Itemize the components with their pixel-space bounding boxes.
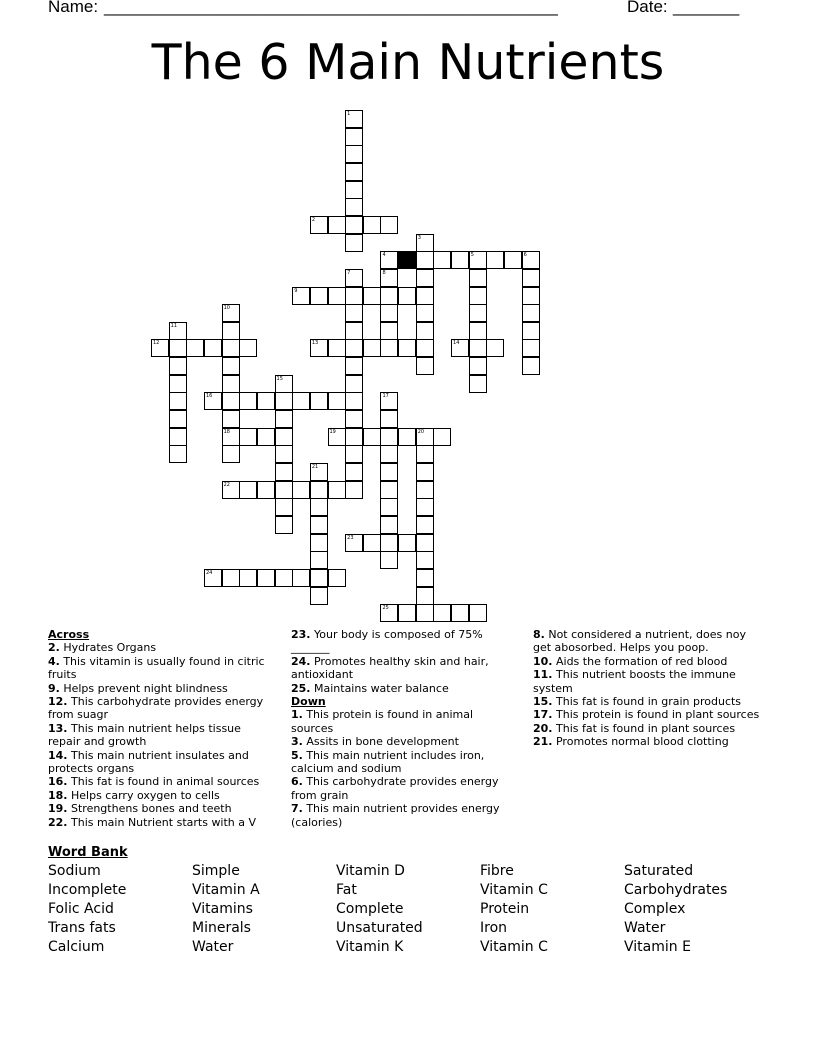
clue-number: 16	[205, 393, 213, 400]
crossword-cell[interactable]	[169, 410, 187, 428]
crossword-cell[interactable]	[186, 339, 204, 357]
crossword-cell[interactable]	[469, 375, 487, 393]
across-clue	[48, 789, 273, 802]
word-bank-item: Iron	[480, 920, 508, 936]
crossword-cell[interactable]	[292, 287, 310, 305]
crossword-cell[interactable]	[345, 304, 363, 322]
crossword-cell[interactable]	[522, 269, 540, 287]
clue-number: 14	[453, 340, 460, 347]
crossword-cell[interactable]	[310, 287, 328, 305]
across-clue	[48, 682, 273, 695]
crossword-cell[interactable]	[380, 498, 398, 516]
down-clue	[533, 708, 763, 721]
name-label: Name:	[48, 0, 99, 16]
word-bank-item: Fat	[336, 882, 357, 898]
clue-number: 24	[205, 569, 213, 576]
across-clue	[291, 682, 516, 695]
crossword-cell[interactable]	[169, 428, 187, 446]
clue-number: 10	[223, 305, 230, 312]
clue-number: 2.	[48, 641, 60, 655]
crossword-cell[interactable]	[345, 481, 363, 499]
crossword-cell[interactable]	[275, 481, 293, 499]
crossword-cell[interactable]	[345, 128, 363, 146]
crossword-cell[interactable]	[380, 392, 398, 410]
crossword-cell[interactable]	[416, 269, 434, 287]
across-clue	[48, 722, 273, 749]
across-clue	[48, 802, 273, 815]
crossword-cell[interactable]	[416, 357, 434, 375]
crossword-cell[interactable]	[380, 445, 398, 463]
clue-number: 8	[382, 269, 386, 276]
clue-text: This protein is found in animal sources	[291, 708, 474, 735]
crossword-cell[interactable]	[380, 251, 398, 269]
crossword-cell[interactable]	[310, 339, 328, 357]
clue-number: 21.	[533, 735, 553, 749]
crossword-cell[interactable]	[275, 392, 293, 410]
crossword-cell[interactable]	[345, 339, 363, 357]
clue-text: This main Nutrient starts with a V	[67, 815, 257, 829]
crossword-cell[interactable]	[310, 534, 328, 552]
crossword-cell[interactable]	[345, 357, 363, 375]
crossword-cell[interactable]	[380, 551, 398, 569]
clue-text: Strengthens bones and teeth	[67, 802, 232, 816]
clue-number: 5.	[291, 748, 303, 762]
crossword-cell[interactable]	[486, 339, 504, 357]
word-bank-item: Trans fats	[48, 920, 116, 936]
clue-text: Hydrates Organs	[59, 641, 157, 655]
crossword-cell[interactable]	[275, 375, 293, 393]
down-clue	[291, 749, 516, 776]
word-bank-title: Word Bank	[48, 845, 128, 860]
crossword-cell[interactable]	[204, 569, 222, 587]
crossword-cell[interactable]	[522, 339, 540, 357]
crossword-cell[interactable]	[310, 498, 328, 516]
word-bank-item: Carbohydrates	[624, 882, 728, 898]
date-label: Date:	[627, 0, 668, 16]
clue-number: 23.	[291, 628, 311, 641]
crossword-cell[interactable]	[380, 304, 398, 322]
crossword-cell[interactable]	[345, 181, 363, 199]
clue-number: 2	[311, 216, 316, 223]
clue-text: Helps prevent night blindness	[59, 681, 228, 695]
clue-number: 17	[382, 393, 389, 400]
clues-column-2	[291, 628, 516, 829]
clue-number: 10.	[533, 654, 553, 668]
down-clue	[533, 735, 763, 748]
word-bank-item: Vitamins	[192, 901, 253, 917]
across-clue	[48, 775, 273, 788]
clue-text: This fat is found in plant sources	[552, 721, 736, 735]
crossword-cell[interactable]	[345, 428, 363, 446]
crossword-cell[interactable]	[345, 145, 363, 163]
clue-number: 5	[470, 252, 474, 259]
crossword-cell[interactable]	[398, 428, 416, 446]
crossword-cell[interactable]	[469, 304, 487, 322]
crossword-cell[interactable]	[345, 392, 363, 410]
clue-text: This protein is found in plant sources	[552, 708, 760, 722]
crossword-cell[interactable]	[345, 163, 363, 181]
crossword-cell[interactable]	[310, 587, 328, 605]
crossword-cell[interactable]	[239, 569, 257, 587]
page-title: The 6 Main Nutrients	[151, 34, 665, 91]
crossword-cell[interactable]	[222, 428, 240, 446]
clue-number: 22.	[48, 815, 68, 829]
across-clue	[291, 628, 516, 655]
clue-number: 6	[523, 252, 527, 259]
clue-number: 1	[347, 111, 351, 117]
clue-number: 21	[311, 464, 319, 470]
crossword-cell[interactable]	[239, 339, 257, 357]
clue-section-heading: Across	[48, 628, 90, 641]
crossword-cell[interactable]	[363, 428, 381, 446]
down-clue	[533, 628, 763, 655]
crossword-cell[interactable]	[169, 375, 187, 393]
crossword-cell[interactable]	[292, 481, 310, 499]
crossword-cell[interactable]	[345, 287, 363, 305]
crossword-cell[interactable]	[310, 569, 328, 587]
crossword-cell[interactable]	[222, 322, 240, 340]
crossword-cell[interactable]	[504, 251, 522, 269]
crossword-cell[interactable]	[257, 569, 275, 587]
clue-number: 13	[311, 340, 319, 347]
clue-number: 22	[223, 481, 230, 488]
clue-number: 4	[382, 252, 386, 259]
clues-column-1	[48, 628, 273, 829]
crossword-cell[interactable]	[433, 428, 451, 446]
crossword-cell[interactable]	[451, 339, 469, 357]
clue-number: 3.	[291, 735, 303, 749]
clue-number: 6.	[291, 775, 303, 789]
crossword-cell[interactable]	[469, 322, 487, 340]
crossword-cell[interactable]	[239, 428, 257, 446]
crossword-cell[interactable]	[310, 551, 328, 569]
crossword-cell[interactable]	[380, 269, 398, 287]
clue-number: 1.	[291, 708, 303, 722]
crossword-cell[interactable]	[380, 339, 398, 357]
clue-number: 11	[170, 322, 178, 329]
down-clue	[291, 775, 516, 802]
crossword-cell[interactable]	[222, 445, 240, 463]
crossword-cell[interactable]	[204, 392, 222, 410]
crossword-cell[interactable]	[345, 269, 363, 287]
crossword-cell[interactable]	[151, 339, 169, 357]
crossword-cell[interactable]	[380, 410, 398, 428]
clue-text: Helps carry oxygen to cells	[67, 788, 220, 802]
crossword-cell[interactable]	[469, 357, 487, 375]
crossword-cell[interactable]	[522, 322, 540, 340]
crossword-cell[interactable]	[275, 428, 293, 446]
crossword-cell[interactable]	[416, 322, 434, 340]
crossword-cell[interactable]	[469, 251, 487, 269]
clue-number: 7	[347, 269, 351, 276]
crossword-cell[interactable]	[169, 445, 187, 463]
crossword-cell[interactable]	[451, 604, 469, 622]
crossword-cell[interactable]	[169, 322, 187, 340]
clue-text: This main nutrient helps tissue repair and growth	[48, 721, 241, 749]
crossword-cell[interactable]	[522, 304, 540, 322]
clue-number: 15	[276, 375, 283, 382]
clue-text: Promotes healthy skin and hair, antioxidant	[291, 654, 489, 682]
crossword-cell[interactable]	[363, 534, 381, 552]
crossword-cell[interactable]	[222, 357, 240, 375]
crossword-cell[interactable]	[257, 392, 275, 410]
crossword-cell[interactable]	[416, 604, 434, 622]
crossword-cell[interactable]	[310, 516, 328, 534]
word-bank	[48, 862, 768, 957]
crossword-cell[interactable]	[416, 304, 434, 322]
date-field[interactable]: _______	[673, 0, 740, 16]
crossword-cell[interactable]	[416, 516, 434, 534]
crossword-cell[interactable]	[486, 251, 504, 269]
crossword-cell[interactable]	[310, 463, 328, 481]
crossword-cell[interactable]	[469, 287, 487, 305]
down-clue	[291, 802, 516, 829]
word-bank-item: Calcium	[48, 939, 105, 955]
clue-number: 20	[417, 428, 425, 435]
clue-number: 16.	[48, 775, 68, 789]
clue-number: 17.	[533, 708, 553, 722]
crossword-cell[interactable]	[380, 604, 398, 622]
crossword-cell[interactable]	[416, 534, 434, 552]
crossword-cell[interactable]	[363, 216, 381, 234]
word-bank-item: Vitamin C	[480, 882, 548, 898]
crossword-cell[interactable]	[328, 481, 346, 499]
clue-number: 12.	[48, 695, 68, 709]
crossword-cell[interactable]	[345, 375, 363, 393]
crossword-cell[interactable]	[345, 216, 363, 234]
clue-number: 9	[294, 287, 298, 294]
across-clue	[48, 655, 273, 682]
crossword-cell[interactable]	[345, 234, 363, 252]
clue-text: Your body is composed of 75% _______	[291, 628, 483, 655]
crossword-cell[interactable]	[416, 428, 434, 446]
crossword-cell[interactable]	[416, 287, 434, 305]
crossword-block	[398, 251, 416, 269]
clue-number: 9.	[48, 681, 60, 695]
crossword-cell[interactable]	[398, 534, 416, 552]
word-bank-item: Protein	[480, 901, 530, 917]
crossword-cell[interactable]	[522, 251, 540, 269]
clue-number: 3	[417, 234, 421, 241]
word-bank-item: Simple	[192, 863, 240, 879]
crossword-cell[interactable]	[416, 339, 434, 357]
crossword-cell[interactable]	[380, 534, 398, 552]
clue-text: Assits in bone development	[302, 735, 459, 749]
word-bank-item: Folic Acid	[48, 901, 114, 917]
clue-number: 19.	[48, 802, 68, 816]
clue-text: This carbohydrate provides energy from grain	[291, 775, 499, 802]
crossword-cell[interactable]	[222, 569, 240, 587]
crossword-cell[interactable]	[169, 392, 187, 410]
crossword-cell[interactable]	[345, 198, 363, 216]
clue-text: This fat is found in animal sources	[67, 775, 260, 789]
crossword-cell[interactable]	[275, 463, 293, 481]
clue-text: This main nutrient insulates and protects organs	[48, 748, 249, 776]
clue-text: This carbohydrate provides energy from suagr	[48, 695, 264, 722]
clues-column-3	[533, 628, 763, 749]
word-bank-item: Sodium	[48, 863, 101, 879]
crossword-cell[interactable]	[310, 392, 328, 410]
crossword-cell[interactable]	[222, 481, 240, 499]
down-clue	[533, 695, 763, 708]
clue-number: 15.	[533, 695, 553, 709]
crossword-cell[interactable]	[416, 234, 434, 252]
clue-number: 7.	[291, 802, 303, 816]
crossword-cell[interactable]	[380, 287, 398, 305]
crossword-cell[interactable]	[328, 428, 346, 446]
crossword-cell[interactable]	[310, 481, 328, 499]
clue-text: This vitamin is usually found in citric fruits	[48, 654, 265, 682]
word-bank-item: Vitamin K	[336, 939, 404, 955]
clue-number: 14.	[48, 748, 68, 762]
word-bank-item: Saturated	[624, 863, 694, 879]
clue-text: This fat is found in grain products	[552, 695, 742, 709]
down-clue	[533, 655, 763, 668]
across-clue	[48, 641, 273, 654]
crossword-cell[interactable]	[469, 339, 487, 357]
crossword-cell[interactable]	[310, 216, 328, 234]
crossword-cell[interactable]	[345, 534, 363, 552]
crossword-cell[interactable]	[416, 587, 434, 605]
down-clue	[291, 735, 516, 748]
crossword-cell[interactable]	[522, 357, 540, 375]
down-clue	[533, 722, 763, 735]
crossword-cell[interactable]	[169, 357, 187, 375]
down-clue	[291, 708, 516, 735]
crossword-cell[interactable]	[275, 569, 293, 587]
clue-number: 12	[153, 340, 160, 347]
crossword-cell[interactable]	[345, 410, 363, 428]
word-bank-item: Water	[192, 939, 234, 955]
clue-number: 8.	[533, 628, 545, 641]
crossword-cell[interactable]	[398, 287, 416, 305]
clue-text: Promotes normal blood clotting	[552, 735, 729, 749]
clue-number: 20.	[533, 721, 553, 735]
word-bank-item: Minerals	[192, 920, 251, 936]
crossword-cell[interactable]	[328, 287, 346, 305]
crossword-cell[interactable]	[451, 251, 469, 269]
word-bank-item: Vitamin C	[480, 939, 548, 955]
crossword-cell[interactable]	[363, 339, 381, 357]
clue-number: 18.	[48, 788, 68, 802]
crossword-cell[interactable]	[522, 287, 540, 305]
crossword-cell[interactable]	[416, 481, 434, 499]
clue-number: 25.	[291, 681, 311, 695]
word-bank-item: Vitamin D	[336, 863, 405, 879]
crossword-cell[interactable]	[345, 322, 363, 340]
crossword-cell[interactable]	[328, 216, 346, 234]
clue-section-heading: Down	[291, 695, 326, 709]
crossword-cell[interactable]	[398, 339, 416, 357]
down-clue	[533, 668, 763, 695]
crossword-cell[interactable]	[222, 375, 240, 393]
clue-number: 4.	[48, 654, 60, 668]
crossword-cell[interactable]	[275, 498, 293, 516]
clue-number: 11.	[533, 668, 553, 682]
crossword-cell[interactable]	[328, 392, 346, 410]
crossword-cell[interactable]	[204, 339, 222, 357]
across-clue	[48, 695, 273, 722]
crossword-cell[interactable]	[416, 498, 434, 516]
word-bank-item: Incomplete	[48, 882, 127, 898]
crossword-cell[interactable]	[416, 569, 434, 587]
crossword-cell[interactable]	[433, 604, 451, 622]
clue-number: 24.	[291, 654, 311, 668]
clue-number: 25	[382, 605, 389, 612]
across-clue	[291, 655, 516, 682]
crossword-cell[interactable]	[363, 287, 381, 305]
word-bank-item: Vitamin A	[192, 882, 260, 898]
clue-number: 13.	[48, 721, 68, 735]
word-bank-item: Vitamin E	[624, 939, 691, 955]
crossword-cell[interactable]	[292, 569, 310, 587]
crossword-cell[interactable]	[239, 481, 257, 499]
crossword-cell[interactable]	[275, 516, 293, 534]
crossword-cell[interactable]	[328, 569, 346, 587]
crossword-cell[interactable]	[416, 551, 434, 569]
across-clue	[48, 816, 273, 829]
crossword-cell[interactable]	[416, 251, 434, 269]
crossword-cell[interactable]	[222, 304, 240, 322]
crossword-cell[interactable]	[469, 604, 487, 622]
crossword-cell[interactable]	[380, 216, 398, 234]
crossword-cell[interactable]	[222, 410, 240, 428]
word-bank-item: Water	[624, 920, 666, 936]
word-bank-item: Unsaturated	[336, 920, 423, 936]
clue-text: Maintains water balance	[310, 681, 449, 695]
crossword-cell[interactable]	[345, 463, 363, 481]
crossword-cell[interactable]	[416, 445, 434, 463]
word-bank-item: Complete	[336, 901, 404, 917]
clue-number: 23	[347, 534, 354, 541]
across-clue	[48, 749, 273, 776]
crossword-cell[interactable]	[275, 445, 293, 463]
clue-text: This main nutrient provides energy (calories)	[291, 802, 500, 829]
crossword-cell[interactable]	[257, 428, 275, 446]
crossword-cell[interactable]	[328, 339, 346, 357]
clue-text: Not considered a nutrient, does noy get abosorbed. Helps you poop.	[533, 628, 746, 655]
crossword-cell[interactable]	[222, 392, 240, 410]
crossword-cell[interactable]	[433, 251, 451, 269]
clue-text: This main nutrient includes iron, calcium and sodium	[291, 748, 485, 776]
crossword-cell[interactable]	[398, 604, 416, 622]
word-bank-item: Fibre	[480, 863, 514, 879]
crossword-cell[interactable]	[380, 322, 398, 340]
name-field[interactable]: ________________________________________________	[104, 0, 558, 16]
clue-number: 18	[223, 428, 230, 435]
crossword-cell[interactable]	[222, 339, 240, 357]
crossword-cell[interactable]	[292, 392, 310, 410]
word-bank-item: Complex	[624, 901, 686, 917]
crossword-cell[interactable]	[275, 410, 293, 428]
clue-number: 19	[329, 428, 336, 435]
crossword-cell[interactable]	[257, 481, 275, 499]
crossword-cell[interactable]	[380, 463, 398, 481]
crossword-cell[interactable]	[380, 428, 398, 446]
clue-text: This nutrient boosts the immune system	[533, 668, 736, 695]
clue-text: Aids the formation of red blood	[552, 654, 728, 668]
crossword-cell[interactable]	[345, 445, 363, 463]
crossword-cell[interactable]	[416, 463, 434, 481]
crossword-cell[interactable]	[380, 481, 398, 499]
crossword-cell[interactable]	[239, 392, 257, 410]
crossword-cell[interactable]	[345, 110, 363, 128]
crossword-cell[interactable]	[169, 339, 187, 357]
crossword-cell[interactable]	[380, 516, 398, 534]
crossword-cell[interactable]	[469, 269, 487, 287]
